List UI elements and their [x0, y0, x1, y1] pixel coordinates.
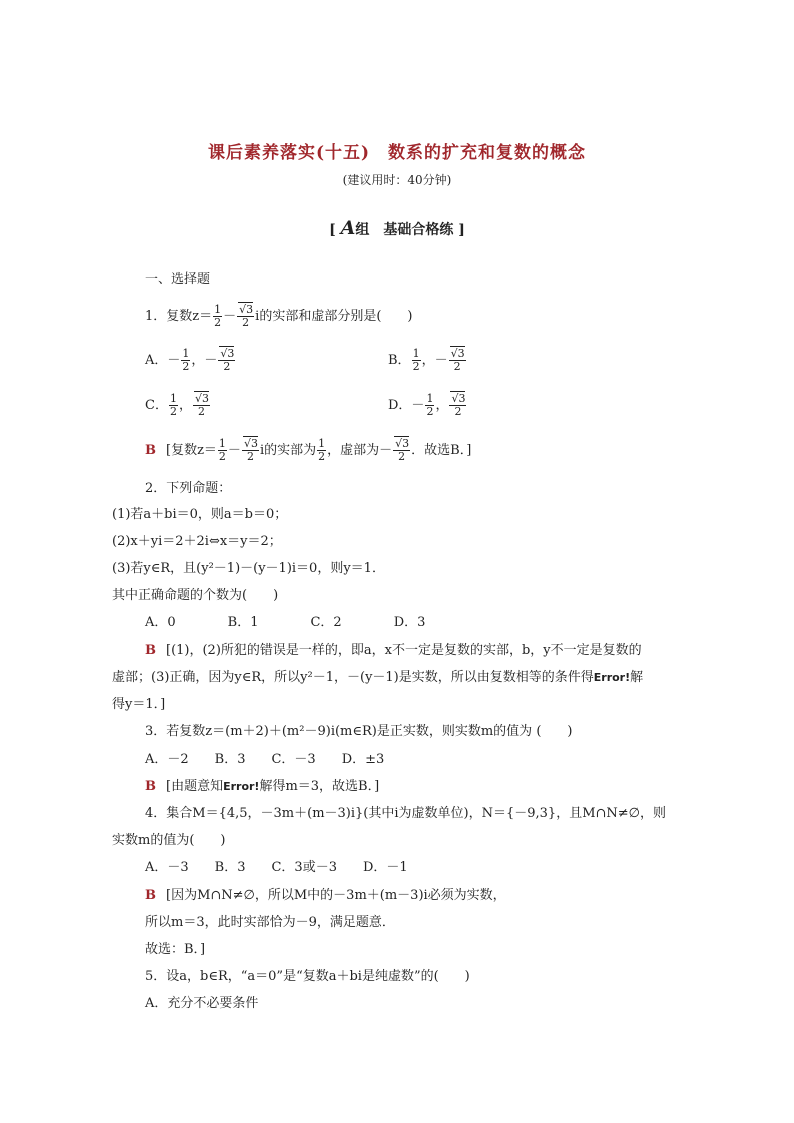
q4-explanation-2: 所以m＝3，此时实部恰为－9，满足题意．	[145, 915, 395, 930]
q4-answer: B	[145, 888, 156, 903]
q2-options: A．0 B．1 C．2 D．3	[145, 615, 426, 630]
q1-option-c: C． $\frac{1}{2}$ ， √ $\frac{3}{2}$	[145, 389, 211, 423]
q4-stem-1: 4．集合M＝{4,5，－3m＋(m－3)i}(其中i为虚数单位)，N＝{－9,3}，且M∩N≠∅，则	[145, 806, 666, 821]
q2-prop-1: (1)若a＋bi＝0，则a＝b＝0；	[112, 507, 288, 522]
q3-stem: 3．若复数z＝(m＋2)＋(m²－9)i(m∈R)是正实数，则实数m的值为 ( )	[145, 724, 573, 739]
q2-stem: 2．下列命题：	[145, 481, 232, 496]
q1-option-d: D．－ $\frac{1}{2}$ ， √ $\frac{3}{2}$	[388, 389, 467, 423]
group-label: 基础合格练	[383, 222, 454, 238]
q1-stem: 1．复数z＝ $\frac{1}{2}$ － √ $\frac{3}{2}$ i的实部和虚部分别是( )	[145, 300, 412, 334]
suggested-time: (建议用时：40分钟)	[342, 173, 452, 187]
q2-explanation-2: 虚部；(3)正确，因为y∈R，所以y²－1，－(y－1)是实数，所以由复数相等的条件得Error!解	[112, 670, 644, 685]
error-placeholder: Error!	[223, 780, 260, 793]
q3-answer: B	[145, 779, 156, 794]
page-title: 课后素养落实(十五) 数系的扩充和复数的概念	[207, 143, 587, 163]
q4-stem-2: 实数m的值为( )	[112, 833, 226, 848]
q3-options: A．－2 B．3 C．－3 D．±3	[145, 752, 385, 767]
q2-explanation-3: 得y＝1．]	[112, 697, 166, 712]
q2-prop-3: (3)若y∈R，且(y²－1)－(y－1)i＝0，则y＝1．	[112, 561, 385, 576]
q5-option-a: A．充分不必要条件	[145, 996, 259, 1011]
q1-explanation: B [复数z＝ $\frac{1}{2}$ － √ $\frac{3}{2}$ i的实部为 $\frac{1}{2}$ ，虚部为－ √ $\frac{3}{2}$ ．故选B．]	[145, 434, 471, 468]
q3-explanation: B [由题意知Error!解得m＝3，故选B．]	[145, 779, 380, 794]
group-letter: A	[340, 217, 356, 239]
q1-option-b: B． $\frac{1}{2}$ ，－ √ $\frac{3}{2}$	[388, 344, 467, 378]
q2-ask: 其中正确命题的个数为( )	[112, 588, 279, 603]
q4-explanation-3: 故选：B．]	[145, 942, 206, 957]
q2-explanation-1: B [(1)，(2)所犯的错误是一样的，即a，x不一定是复数的实部，b，y不一定是复数的	[145, 643, 642, 658]
q4-options: A．－3 B．3 C．3或－3 D．－1	[145, 860, 408, 875]
q4-explanation-1: B [因为M∩N≠∅，所以M中的－3m＋(m－3)i必须为实数，	[145, 888, 506, 903]
q2-answer: B	[145, 643, 156, 658]
group-header: [ A组 基础合格练 ]	[329, 217, 465, 239]
error-placeholder: Error!	[593, 671, 631, 684]
q5-stem: 5．设a，b∈R，“a＝0”是“复数a＋bi是纯虚数”的( )	[145, 969, 470, 984]
q2-prop-2: (2)x＋yi＝2＋2i⇔x＝y＝2；	[112, 534, 282, 549]
q1-option-a: A．－ $\frac{1}{2}$ ，－ √ $\frac{3}{2}$	[145, 344, 236, 378]
q1-answer: B	[145, 443, 156, 458]
section-heading: 一、选择题	[145, 272, 211, 287]
